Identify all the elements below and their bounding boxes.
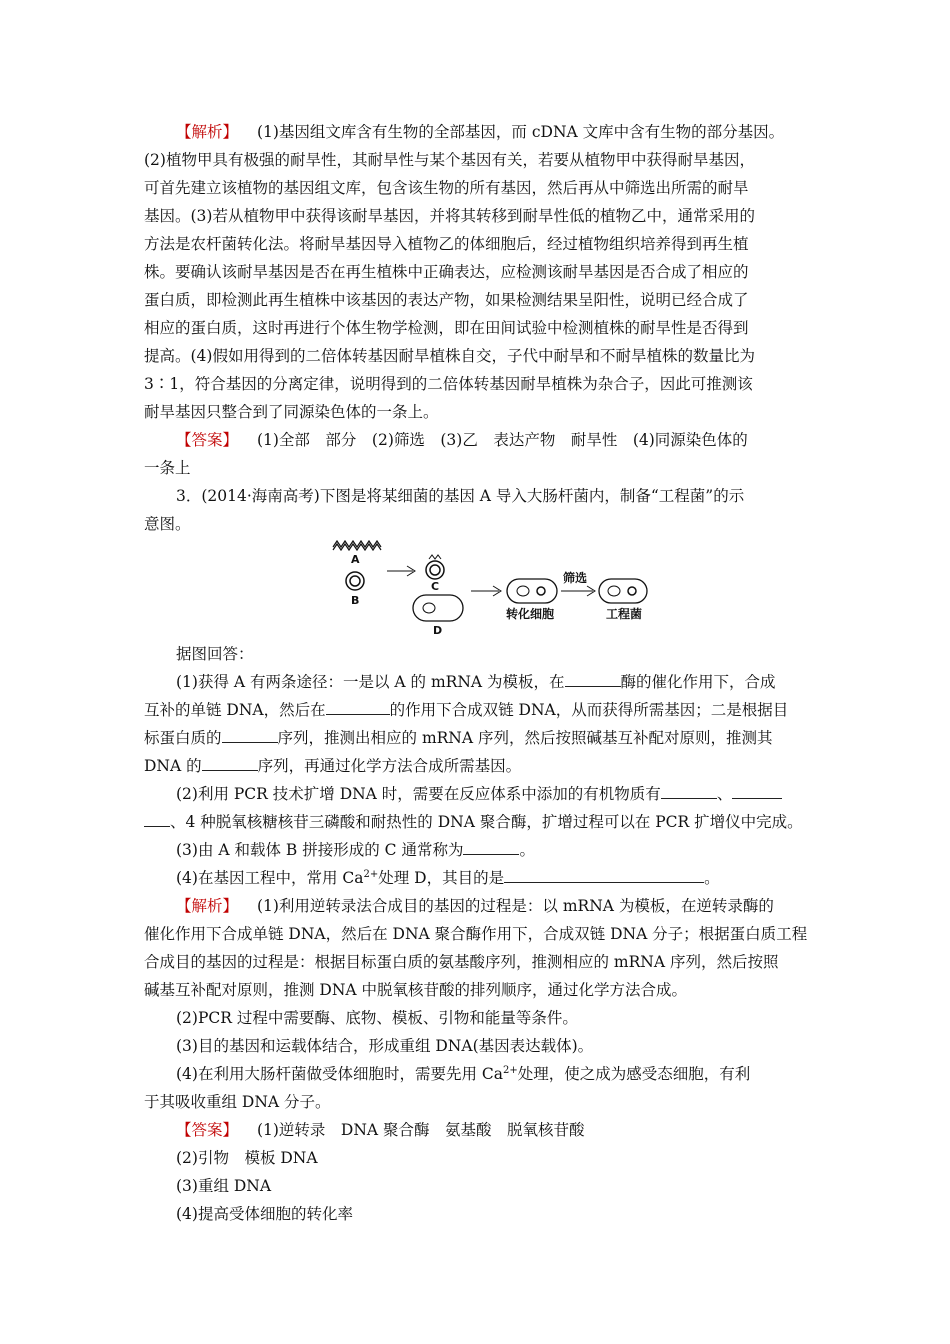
analysis-1-line-1: 【解析】 (1)基因组文库含有生物的全部基因，而 cDNA 文库中含有生物的部分基因。 bbox=[176, 123, 785, 141]
label-b: B bbox=[351, 594, 360, 607]
answer-blank[interactable] bbox=[565, 668, 621, 687]
engineered-plasmid bbox=[628, 587, 636, 595]
question-3-line-1: 3．(2014·海南高考)下图是将某细菌的基因 A 导入大肠杆菌内，制备“工程菌”的示 bbox=[176, 487, 745, 505]
plasmid-b-inner bbox=[350, 576, 360, 586]
answer-blank[interactable] bbox=[661, 780, 717, 799]
answer-blank[interactable] bbox=[326, 696, 390, 715]
question-3-part-3: (3)由 A 和载体 B 拼接形成的 C 通常称为 。 bbox=[176, 836, 535, 864]
answer-2-line-2: (2)引物 模板 DNA bbox=[176, 1149, 318, 1167]
engineered-bacteria bbox=[599, 579, 647, 603]
recombinant-c-insert bbox=[429, 555, 441, 559]
label-screening: 筛选 bbox=[563, 571, 588, 585]
analysis-tag: 【解析】 bbox=[176, 123, 239, 141]
analysis-2-line-7: (4)在利用大肠杆菌做受体细胞时，需要先用 $Ca^{2+}$处理，使之成为感受态细胞，有利 bbox=[176, 1064, 751, 1083]
answer-2-line-3: (3)重组 DNA bbox=[176, 1177, 272, 1195]
question-3-part-1-line-2: 互补的单链 DNA，然后在 的作用下合成双链 DNA，从而获得所需基因；二是根据目 bbox=[144, 696, 788, 724]
question-3-part-1-line-1: (1)获得 A 有两条途径：一是以 A 的 mRNA 为模板，在 酶的催化作用下，合成 bbox=[176, 668, 776, 696]
analysis-2-line-2: 催化作用下合成单链 DNA，然后在 DNA 聚合酶作用下，合成双链 DNA 分子；根据蛋白质工程 bbox=[144, 925, 808, 943]
analysis-2-line-1: 【解析】 (1)利用逆转录法合成目的基因的过程是：以 mRNA 为模板，在逆转录酶的 bbox=[176, 897, 774, 915]
engineered-nucleoid bbox=[608, 586, 620, 596]
transformed-cell bbox=[507, 579, 557, 603]
analysis-1-line-3: 可首先建立该植物的基因组文库，包含该生物的所有基因，然后再从中筛选出所需的耐旱 bbox=[144, 179, 749, 197]
answer-blank[interactable] bbox=[202, 752, 258, 771]
analysis-1-line-7: 蛋白质，即检测此再生植株中该基因的表达产物，如果检测结果呈阳性，说明已经合成了 bbox=[144, 291, 749, 309]
question-3-part-2-line-2: 、4 种脱氧核糖核苷三磷酸和耐热性的 DNA 聚合酶，扩增过程可以在 PCR 扩增仪中完成。 bbox=[144, 808, 803, 836]
answer-blank[interactable] bbox=[504, 864, 704, 883]
analysis-1-line-4: 基因。(3)若从植物甲中获得该耐旱基因，并将其转移到耐旱性低的植物乙中，通常采用的 bbox=[144, 207, 755, 225]
question-3-line-2: 意图。 bbox=[144, 515, 191, 533]
analysis-1-line-10: 3∶1，符合基因的分离定律，说明得到的二倍体转基因耐旱植株为杂合子，因此可推测该 bbox=[144, 375, 753, 393]
question-3-part-1-line-4: DNA 的 序列，再通过化学方法合成所需基因。 bbox=[144, 752, 521, 780]
answer-2-line-4: (4)提高受体细胞的转化率 bbox=[176, 1205, 353, 1223]
analysis-1-line-6: 株。要确认该耐旱基因是否在再生植株中正确表达，应检测该耐旱基因是否合成了相应的 bbox=[144, 263, 749, 281]
analysis-2-line-4: 碱基互补配对原则，推测 DNA 中脱氧核苷酸的排列顺序，通过化学方法合成。 bbox=[144, 981, 688, 999]
question-3-part-1-line-3: 标蛋白质的 序列，推测出相应的 mRNA 序列，然后按照碱基互补配对原则，推测其 bbox=[144, 724, 773, 752]
gene-a-zigzag-2 bbox=[333, 541, 381, 547]
answer-blank[interactable] bbox=[732, 780, 782, 799]
question-3-prompt: 据图回答： bbox=[176, 645, 254, 663]
answer-blank[interactable] bbox=[463, 836, 519, 855]
engineered-bacteria-diagram bbox=[325, 533, 655, 637]
question-3-part-4: (4)在基因工程中，常用 $Ca^{2+}$处理 D，其目的是 。 bbox=[176, 864, 720, 892]
label-d: D bbox=[433, 624, 443, 637]
transformed-cell-plasmid bbox=[537, 587, 545, 595]
analysis-2-line-6: (3)目的基因和运载体结合，形成重组 DNA(基因表达载体)。 bbox=[176, 1037, 594, 1055]
analysis-2-line-8: 于其吸收重组 DNA 分子。 bbox=[144, 1093, 331, 1111]
analysis-1-line-8: 相应的蛋白质，这时再进行个体生物学检测，即在田间试验中检测植株的耐旱性是否得到 bbox=[144, 319, 749, 337]
answer-tag: 【答案】 bbox=[176, 1121, 239, 1139]
recombinant-c-inner bbox=[430, 565, 440, 575]
question-3-part-2-line-1: (2)利用 PCR 技术扩增 DNA 时，需要在反应体系中添加的有机物质有 、 bbox=[176, 780, 782, 808]
recombinant-c bbox=[426, 561, 444, 579]
host-cell-d bbox=[413, 595, 463, 621]
label-c: C bbox=[431, 580, 440, 593]
answer-blank[interactable] bbox=[144, 808, 170, 827]
answer-blank[interactable] bbox=[222, 724, 278, 743]
host-cell-d-nucleoid bbox=[423, 603, 435, 613]
transformed-cell-nucleoid bbox=[517, 586, 529, 596]
analysis-tag: 【解析】 bbox=[176, 897, 239, 915]
label-a: A bbox=[351, 553, 360, 566]
analysis-1-line-5: 方法是农杆菌转化法。将耐旱基因导入植物乙的体细胞后，经过植物组织培养得到再生植 bbox=[144, 235, 749, 253]
answer-tag: 【答案】 bbox=[176, 431, 239, 449]
answer-1-line-1: 【答案】 (1)全部 部分 (2)筛选 (3)乙 表达产物 耐旱性 (4)同源染色体的 bbox=[176, 431, 748, 449]
label-transformed-cell: 转化细胞 bbox=[506, 607, 555, 621]
analysis-2-line-5: (2)PCR 过程中需要酶、底物、模板、引物和能量等条件。 bbox=[176, 1009, 578, 1027]
plasmid-b bbox=[346, 572, 364, 590]
analysis-2-line-3: 合成目的基因的过程是：根据目标蛋白质的氨基酸序列，推测相应的 mRNA 序列，然后按照 bbox=[144, 953, 779, 971]
analysis-1-line-11: 耐旱基因只整合到了同源染色体的一条上。 bbox=[144, 403, 439, 421]
answer-2-line-1: 【答案】 (1)逆转录 DNA 聚合酶 氨基酸 脱氧核苷酸 bbox=[176, 1121, 585, 1139]
label-engineered-bacteria: 工程菌 bbox=[606, 607, 643, 621]
analysis-1-line-9: 提高。(4)假如用得到的二倍体转基因耐旱植株自交，子代中耐旱和不耐旱植株的数量比为 bbox=[144, 347, 755, 365]
answer-1-line-2: 一条上 bbox=[144, 459, 191, 477]
analysis-1-line-2: (2)植物甲具有极强的耐旱性，其耐旱性与某个基因有关，若要从植物甲中获得耐旱基因， bbox=[144, 151, 755, 169]
